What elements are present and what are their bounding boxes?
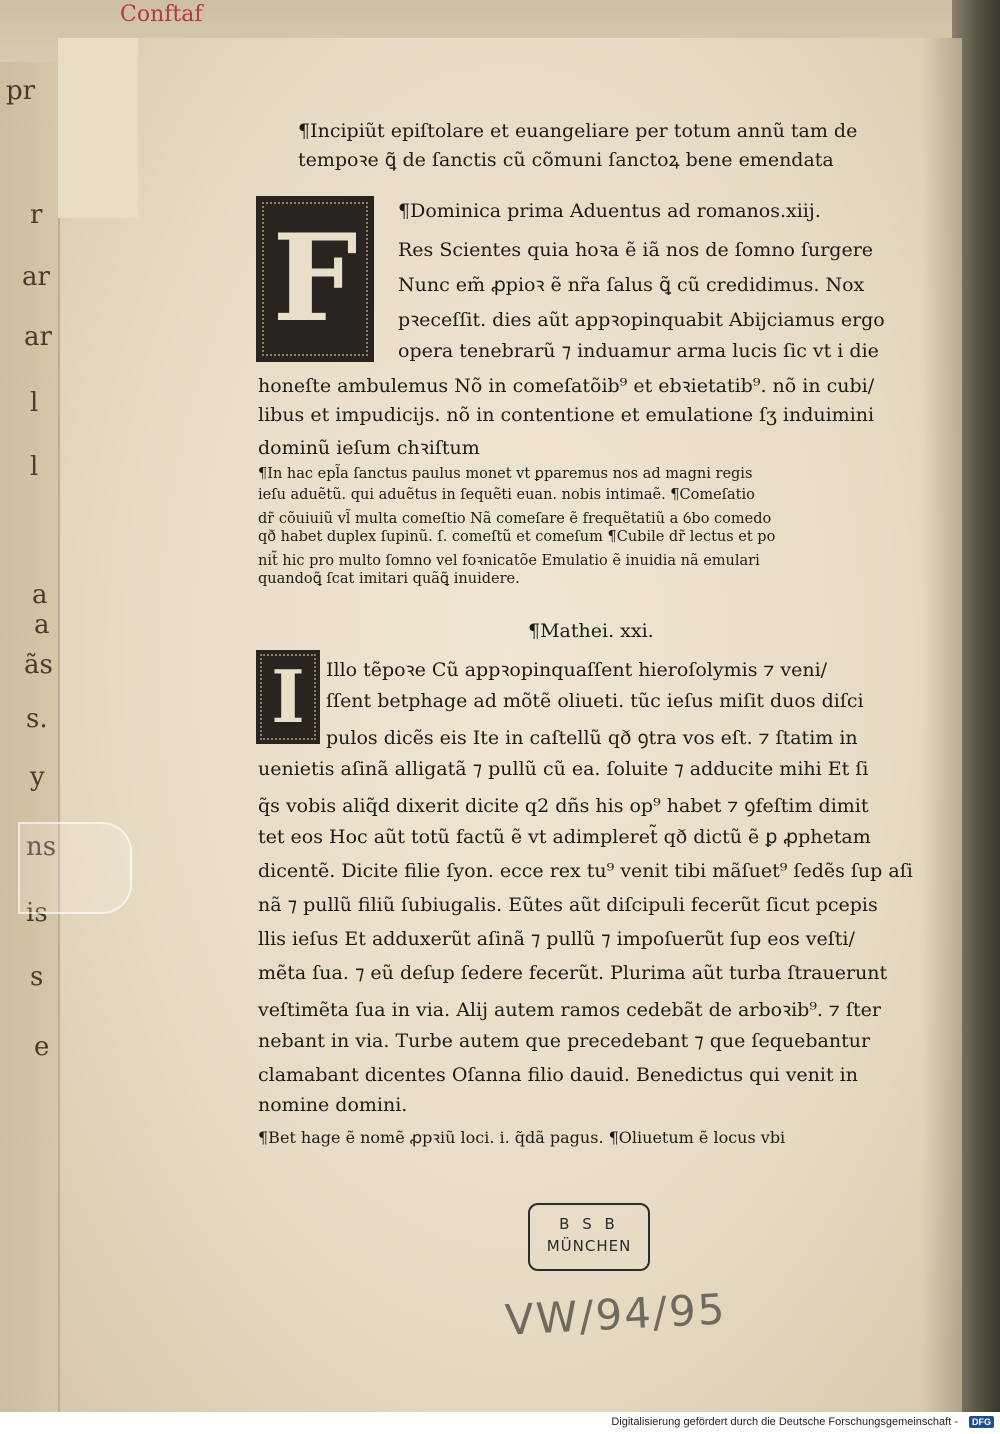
text-line: Illo tẽpoꝛe Cũ appꝛopinquaſſent hieroſolymis ⁊ veni/ bbox=[326, 659, 828, 681]
margin-fragment: pr bbox=[6, 76, 36, 106]
text-line: pulos dicẽs eis Ite in caſtellũ qð ꝯtra vos eſt. ⁊ ſtatim in bbox=[326, 727, 858, 749]
text-line: dominũ ieſum chꝛiſtum bbox=[258, 437, 480, 459]
text-line: libus et impudicijs. nõ in contentione et emulatione ſʒ induimini bbox=[258, 404, 875, 426]
text-line: Res Scientes quia hoꝛa ẽ iã nos de ſomno ſurgere bbox=[398, 239, 874, 261]
margin-fragment: ar bbox=[24, 322, 52, 352]
gloss-line: nit̃ hic pro multo ſomno vel foꝛnicatõe Emulatio ẽ inuidia nã emulari bbox=[258, 553, 760, 569]
text-line: ſſent betphage ad mõtẽ oliueti. tũc ieſus miſit duos diſci bbox=[326, 690, 864, 712]
text-line: opera tenebrarũ ⁊ induamur arma lucis ſic vt i die bbox=[398, 340, 879, 362]
margin-fragment: l bbox=[30, 388, 39, 418]
text-line: Nunc em̃ ꝓpioꝛ ẽ nr̃a ſalus ꝗ̃ cũ credidimus. Nox bbox=[398, 274, 865, 296]
margin-fragment: s. bbox=[26, 704, 48, 734]
margin-fragment: a bbox=[34, 610, 50, 640]
text-line: mẽta ſua. ⁊ eũ deſup ſedere fecerũt. Plurima aũt turba ſtrauerunt bbox=[258, 962, 888, 984]
section2-rubric: ¶Mathei. xxi. bbox=[528, 620, 654, 642]
heading-line: ¶Incipiũt epiſtolare et euangeliare per totum annũ tam de bbox=[298, 120, 858, 142]
margin-fragment: is bbox=[26, 898, 48, 928]
stamp-line-2: MÜNCHEN bbox=[546, 1237, 632, 1255]
text-line: pꝛeceſſit. dies aũt appꝛopinquabit Abijciamus ergo bbox=[398, 309, 885, 331]
text-line: q̃s vobis aliq̃d dixerit dicite q2 dñs his op⁹ habet ⁊ ꝯfeſtim dimit bbox=[258, 795, 869, 817]
page-heading bbox=[298, 120, 858, 180]
footer-bar bbox=[0, 1412, 1000, 1434]
gloss-line: quandoꝗ̃ ſcat imitari quãꝗ̃ inuidere. bbox=[258, 571, 520, 587]
dfg-logo: DFG bbox=[969, 1416, 994, 1428]
initial-letter: F bbox=[272, 208, 358, 349]
margin-fragment: l bbox=[30, 452, 39, 482]
text-line: honeſte ambulemus Nõ in comeſatõib⁹ et ebꝛietatib⁹. nõ in cubi/ bbox=[258, 375, 875, 397]
text-line: tet eos Hoc aũt totũ factũ ẽ vt adimpleret̃ qð dictũ ẽ ꝑ ꝓphetam bbox=[258, 826, 871, 848]
section1-gloss bbox=[258, 466, 878, 606]
gutter-shadow bbox=[922, 38, 962, 1412]
text-line: llis ieſus Et adduxerũt aſinã ⁊ pullũ ⁊ impoſuerũt ſup eos veſti/ bbox=[258, 928, 855, 950]
text-line: veſtimẽta ſua in via. Alij autem ramos cedebãt de arboꝛib⁹. ⁊ ſter bbox=[258, 999, 881, 1021]
funding-notice: Digitalisierung gefördert durch die Deutsche Forschungsgemeinschaft - bbox=[611, 1416, 958, 1428]
section1-rubric: ¶Dominica prima Aduentus ad romanos.xiij. bbox=[398, 200, 821, 222]
gloss-line: ieſu aduẽtũ. qui aduẽtus in ſequẽti euan. nobis intimaẽ. ¶Comeſatio bbox=[258, 487, 755, 503]
section1-text bbox=[258, 236, 885, 466]
heading-line: tempoꝛe ꝗ̃ de ſanctis cũ cõmuni ſanctoꝝ bene emendata bbox=[298, 149, 834, 171]
torn-corner bbox=[58, 38, 138, 218]
margin-fragment: e bbox=[34, 1032, 50, 1062]
text-line: clamabant dicentes Oſanna filio dauid. Benedictus qui venit in bbox=[258, 1064, 858, 1086]
margin-fragment: r bbox=[30, 200, 43, 230]
library-stamp bbox=[528, 1203, 650, 1271]
section2-text bbox=[258, 656, 913, 1116]
margin-fragment: ar bbox=[22, 262, 50, 292]
text-line: nomine domini. bbox=[258, 1094, 408, 1116]
text-line: uenietis aſinã alligatã ⁊ pullũ cũ ea. ſoluite ⁊ adducite mihi Et ſi bbox=[258, 758, 869, 780]
page-clip bbox=[18, 822, 132, 914]
gloss-line: dr̃ cõuiuiũ vl̃ multa comeſtio Nã comeſare ẽ frequẽtatiũ a ỽbo comedo bbox=[258, 511, 772, 527]
margin-fragment: a bbox=[32, 580, 48, 610]
margin-fragment: ãs bbox=[24, 650, 53, 680]
gloss-line: ¶In hac epl̃a ſanctus paulus monet vt ꝑparemus nos ad magni regis bbox=[258, 466, 753, 482]
gloss-line: qð habet duplex ſupinũ. ſ. comeſtũ et comeſum ¶Cubile dr̃ lectus et po bbox=[258, 529, 776, 545]
text-line: nã ⁊ pullũ filiũ ſubiugalis. Eũtes aũt diſcipuli fecerũt ſicut pcepis bbox=[258, 894, 878, 916]
pencil-shelfmark: VW/94/95 bbox=[503, 1284, 728, 1345]
initial-letter: I bbox=[271, 654, 305, 739]
text-line: nebant in via. Turbe autem que precedebant ⁊ que ſequebantur bbox=[258, 1030, 871, 1052]
margin-fragment-top: Conftaf bbox=[120, 2, 203, 27]
margin-fragment: s bbox=[30, 962, 44, 992]
margin-fragment: y bbox=[30, 762, 45, 792]
text-line: dicentẽ. Dicite filie ſyon. ecce rex tu⁹ venit tibi mãſuet⁹ ſedẽs ſup aſi bbox=[258, 860, 913, 882]
section2-last-line: ¶Bet hage ẽ nomẽ ꝓpꝛiũ loci. i. q̃dã pagus. ¶Oliuetum ẽ locus vbi bbox=[258, 1128, 786, 1147]
stamp-line-1: B S B bbox=[559, 1215, 619, 1233]
margin-fragment: ns bbox=[26, 832, 57, 862]
